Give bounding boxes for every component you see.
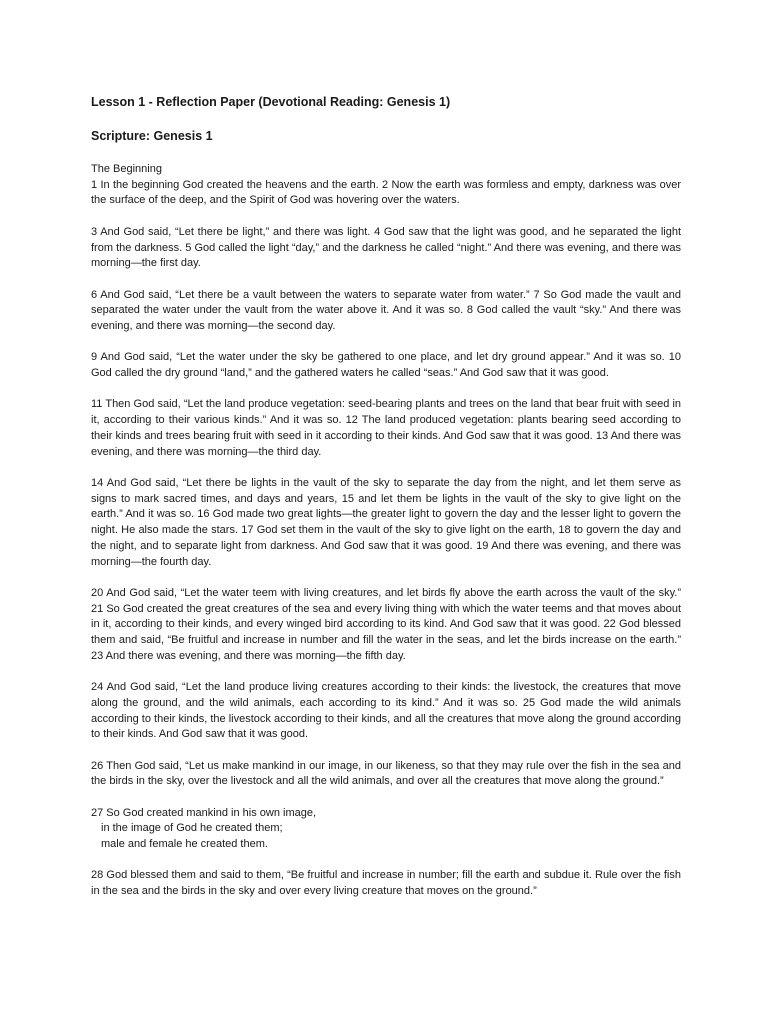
- verse-paragraph-9: 26 Then God said, “Let us make mankind in our image, in our likeness, so that they may rule over the fish in the sea and the birds in the sky, over the livestock and all the wild animals, and over all the creatures that move along the ground.”: [91, 759, 681, 788]
- verse-paragraph-3: 6 And God said, “Let there be a vault between the waters to separate water from water.” 7 So God made the vault and separated the water under the vault from the water above it. And it was so. 8 God called the vault “sky.” And there was evening, and there was morning—the second day.: [91, 288, 681, 332]
- poem-line-3: male and female he created them.: [101, 838, 268, 851]
- document-body: [91, 94, 681, 900]
- verse-paragraph-5: 11 Then God said, “Let the land produce vegetation: seed-bearing plants and trees on the land that bear fruit with seed in it, according to their various kinds.” And it was so. 12 The land produced vegetation: plants bearing seed according to their kinds and trees bearing fruit with seed in it according to their kinds. And God saw that it was good. 13 And there was evening, and there was morning—the third day.: [91, 398, 681, 458]
- verse-paragraph-7: 20 And God said, “Let the water teem with living creatures, and let birds fly above the earth across the vault of the sky.” 21 So God created the great creatures of the sea and every living thing with which the water teems and that moves about in it, according to their kinds, and every winged bird according to its kind. And God saw that it was good. 22 God blessed them and said, “Be fruitful and increase in number and fill the water in the seas, and let the birds increase on the earth.” 23 And there was evening, and there was morning—the fifth day.: [91, 586, 681, 662]
- poem-line-2: in the image of God he created them;: [101, 822, 283, 835]
- verse-paragraph-6: 14 And God said, “Let there be lights in the vault of the sky to separate the day from the night, and let them serve as signs to mark sacred times, and days and years, 15 and let them be lights in the vault of the sky to give light on the earth.” And it was so. 16 God made two great lights—the greater light to govern the day and the lesser light to govern the night. He also made the stars. 17 God set them in the vault of the sky to give light on the earth, 18 to govern the day and the night, and to separate light from darkness. And God saw that it was good. 19 And there was evening, and there was morning—the fourth day.: [91, 476, 681, 568]
- verse-paragraph-8: 24 And God said, “Let the land produce living creatures according to their kinds: the livestock, the creatures that move along the ground, and the wild animals, each according to its kind.” And it was so. 25 God made the wild animals according to their kinds, the livestock according to their kinds, and all the creatures that move along the ground according to their kinds. And God saw that it was good.: [91, 681, 681, 741]
- poem-line-1: 27 So God created mankind in his own image,: [91, 806, 317, 819]
- document-title: Lesson 1 - Reflection Paper (Devotional Reading: Genesis 1): [91, 95, 451, 109]
- verse-paragraph-1: 1 In the beginning God created the heavens and the earth. 2 Now the earth was formless and empty, darkness was over the surface of the deep, and the Spirit of God was hovering over the waters.: [91, 178, 681, 207]
- verse-paragraph-4: 9 And God said, “Let the water under the sky be gathered to one place, and let dry ground appear.” And it was so. 10 God called the dry ground “land,” and the gathered waters he called “seas.” And God saw that it was good.: [91, 351, 681, 380]
- verse-paragraph-2: 3 And God said, “Let there be light,” and there was light. 4 God saw that the light was good, and he separated the light from the darkness. 5 God called the light “day,” and the darkness he called “night.” And there was evening, and there was morning—the first day.: [91, 225, 681, 270]
- verse-paragraph-final: 28 God blessed them and said to them, “Be fruitful and increase in number; fill the earth and subdue it. Rule over the fish in the sea and the birds in the sky and over every living creature that moves on the ground.”: [91, 869, 681, 898]
- scripture-heading: Scripture: Genesis 1: [91, 129, 213, 143]
- poem-block: [91, 806, 681, 853]
- section-heading: The Beginning: [91, 163, 162, 175]
